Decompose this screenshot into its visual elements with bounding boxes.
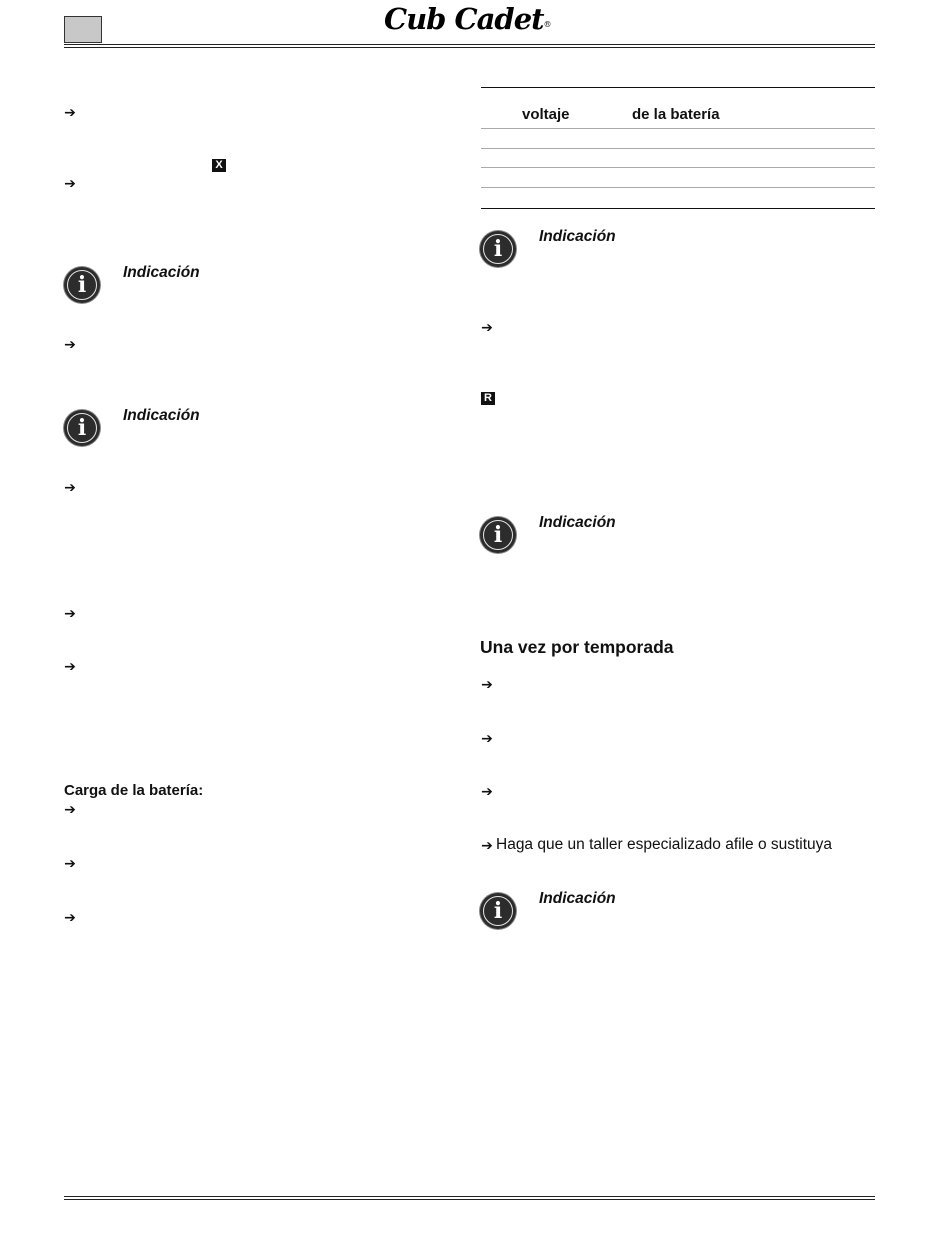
battery-charge-heading: Carga de la batería: (64, 782, 204, 799)
table-header-voltaje: voltaje (522, 106, 570, 123)
brand-name: Cub Cadet (384, 2, 544, 36)
arrow-right-icon: ➔ (64, 658, 76, 674)
table-row-rule (481, 167, 875, 168)
arrow-right-icon: ➔ (481, 783, 493, 799)
info-icon: i (480, 231, 516, 267)
brand-logo (384, 2, 560, 36)
arrow-right-icon: ➔ (481, 319, 493, 335)
footer-rule-bottom (64, 1199, 875, 1200)
table-row-rule (481, 148, 875, 149)
info-icon: i (480, 517, 516, 553)
header-rule-bottom (64, 47, 875, 48)
table-row-rule (481, 187, 875, 188)
note-title: Indicación (539, 514, 616, 531)
arrow-right-icon: ➔ (64, 104, 76, 120)
table-row-rule (481, 128, 875, 129)
header-rule-top (64, 44, 875, 45)
note-title: Indicación (123, 264, 200, 281)
arrow-right-icon: ➔ (481, 730, 493, 746)
info-icon: i (480, 893, 516, 929)
trademark-symbol: ® (543, 20, 552, 29)
arrow-right-icon: ➔ (64, 336, 76, 352)
note-title: Indicación (539, 228, 616, 245)
page-number-tab (64, 16, 102, 43)
table-bottom-rule (481, 208, 875, 209)
season-heading: Una vez por temporada (480, 637, 674, 657)
symbol-x-icon: X (212, 159, 226, 172)
table-header-bateria: de la batería (632, 106, 720, 123)
info-icon: i (64, 410, 100, 446)
arrow-right-icon: ➔ (481, 676, 493, 692)
symbol-r-icon: R (481, 392, 495, 405)
table-top-rule (481, 87, 875, 88)
arrow-right-icon: ➔ (481, 837, 493, 853)
note-title: Indicación (539, 890, 616, 907)
arrow-right-icon: ➔ (64, 909, 76, 925)
arrow-right-icon: ➔ (64, 175, 76, 191)
arrow-right-icon: ➔ (64, 479, 76, 495)
arrow-right-icon: ➔ (64, 605, 76, 621)
note-title: Indicación (123, 407, 200, 424)
footer-rule-top (64, 1196, 875, 1197)
sharpen-instruction: Haga que un taller especializado afile o sustituya (496, 836, 833, 853)
arrow-right-icon: ➔ (64, 855, 76, 871)
info-icon: i (64, 267, 100, 303)
arrow-right-icon: ➔ (64, 801, 76, 817)
